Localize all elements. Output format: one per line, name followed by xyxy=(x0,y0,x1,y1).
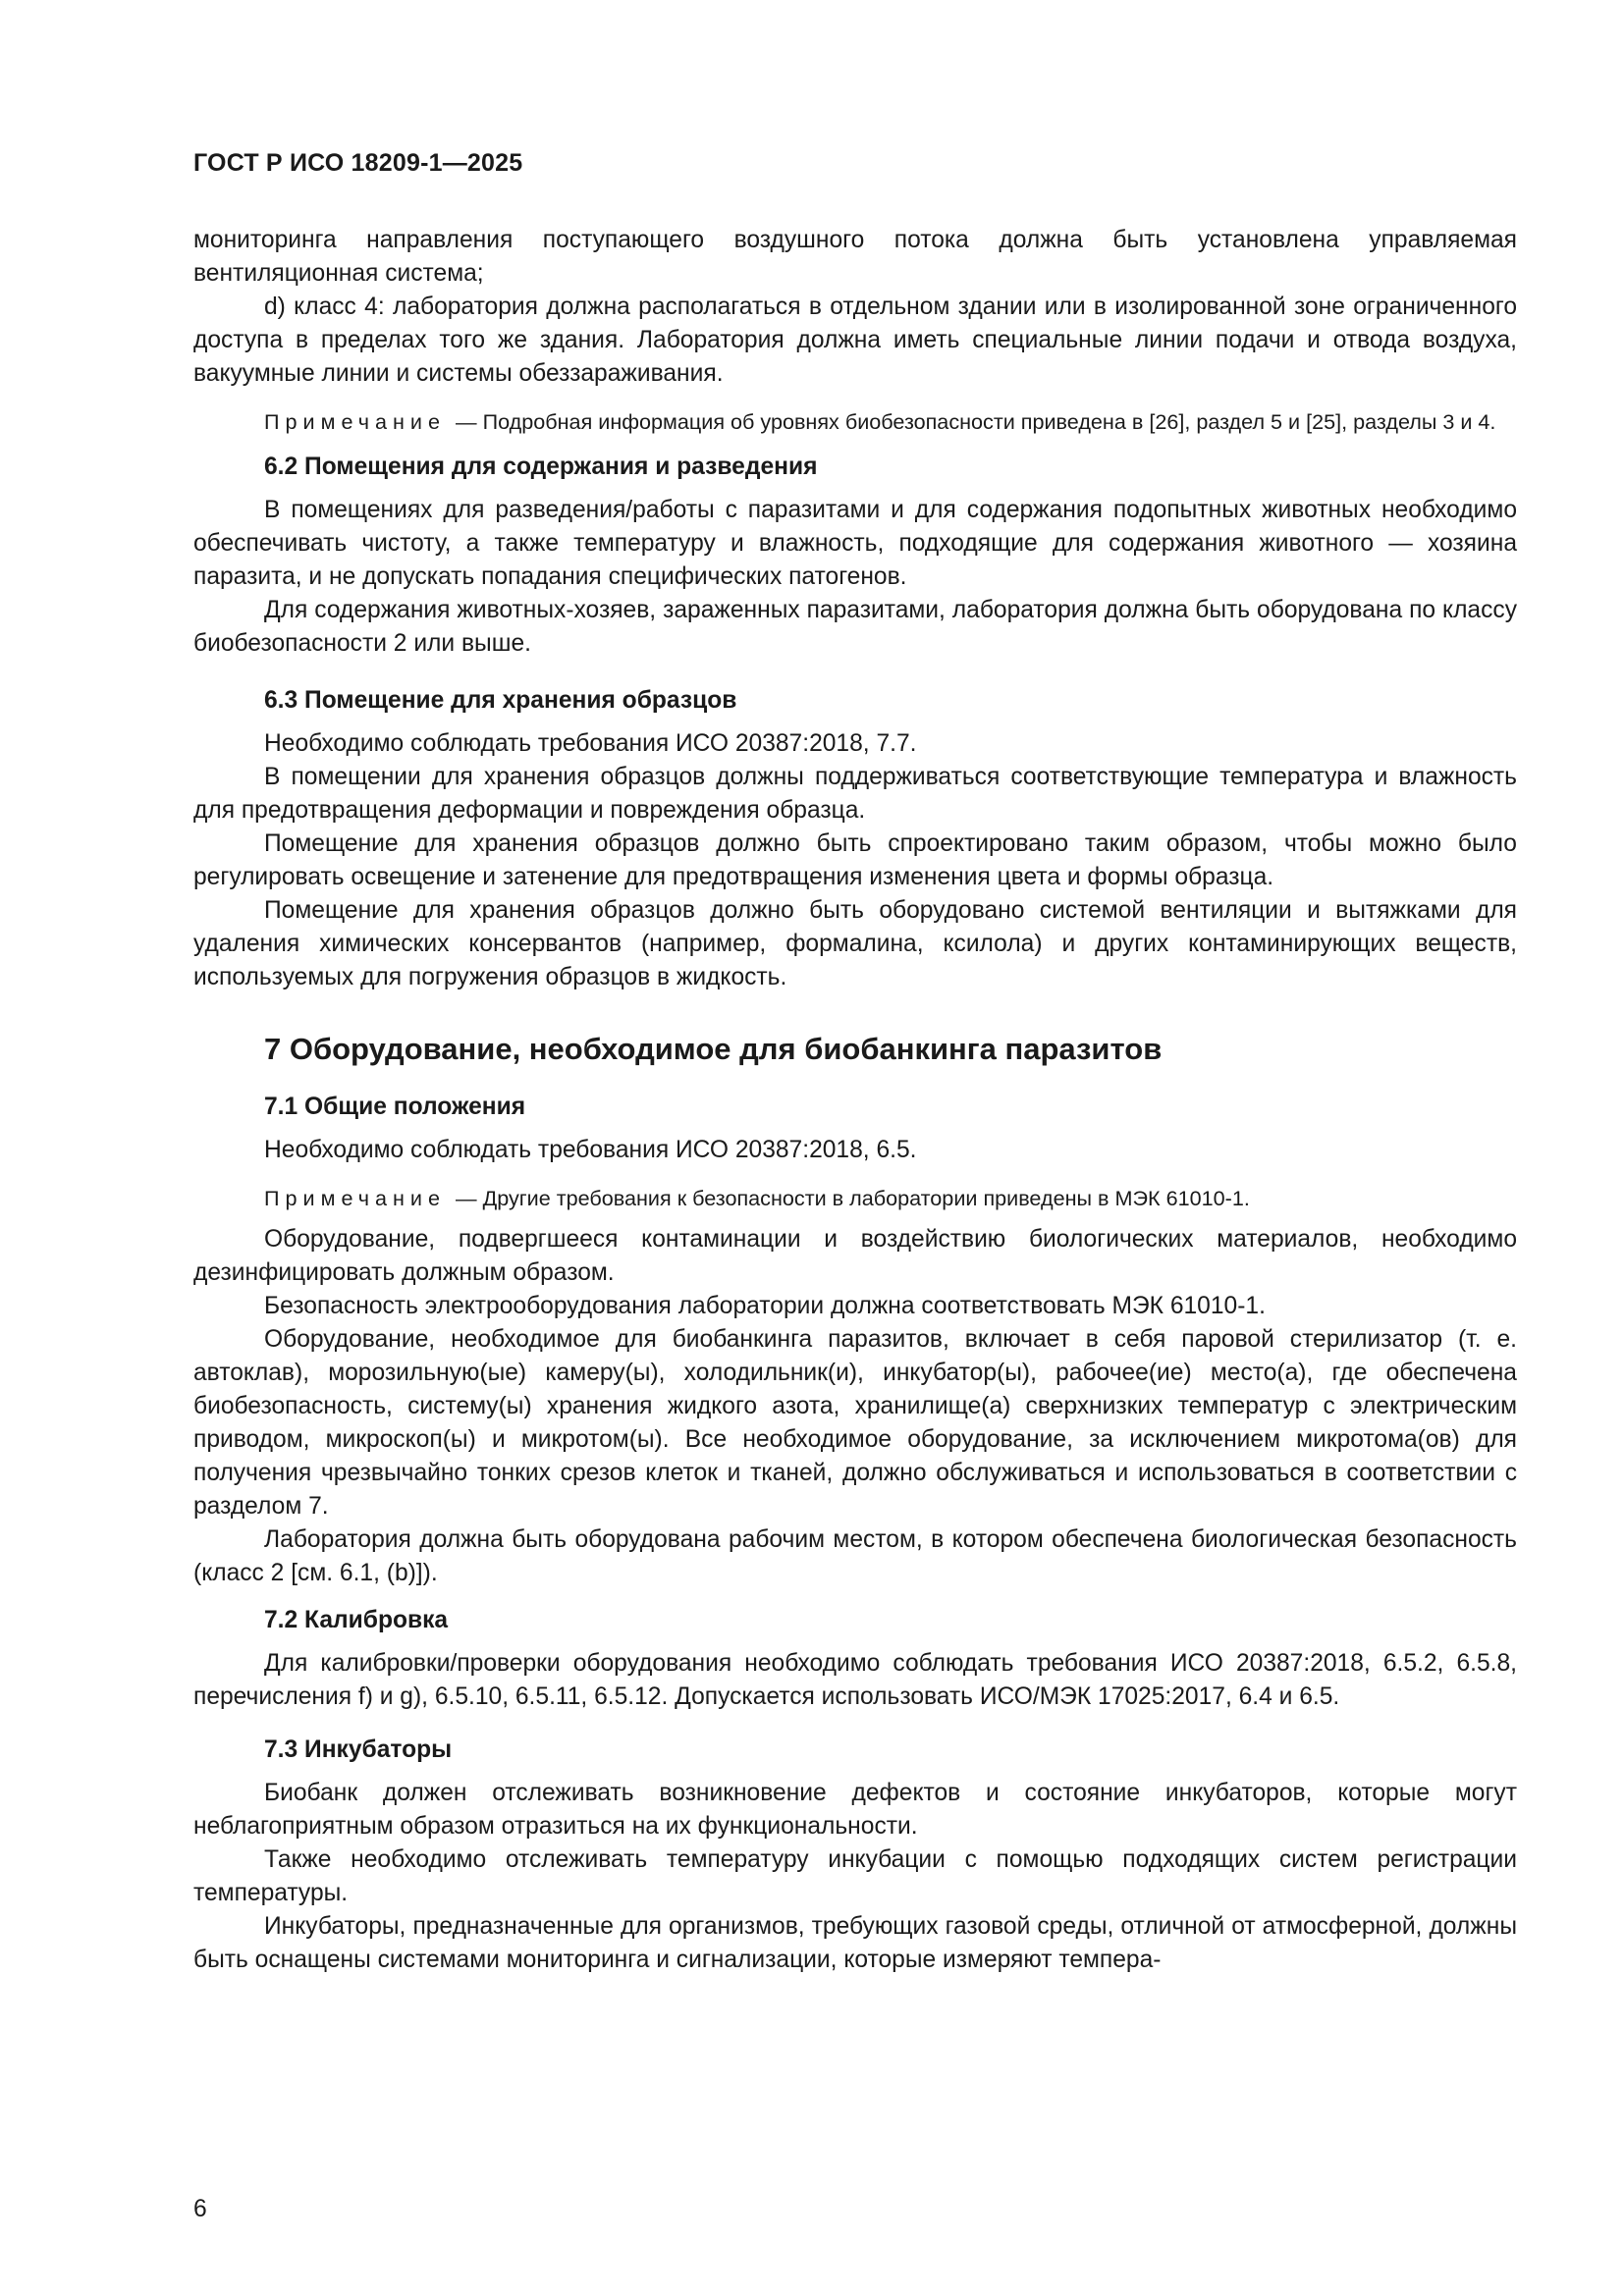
note xyxy=(193,1183,1517,1213)
paragraph: Лаборатория должна быть оборудована рабочим местом, в котором обеспечена биологическая безопасность (класс 2 [см. 6.1, (b)]). xyxy=(193,1526,1517,1586)
paragraph: Биобанк должен отслеживать возникновение дефектов и состояние инкубаторов, которые могут неблагоприятным образом отразиться на их функциональности. xyxy=(193,1780,1517,1840)
paragraph: В помещениях для разведения/работы с паразитами и для содержания подопытных животных необходимо обеспечивать чистоту, а также температуру и влажность, подходящие для содержания животного — хозяина паразита, и не допускать попадания специфических патогенов. xyxy=(193,497,1517,590)
paragraph: Оборудование, подвергшееся контаминации и воздействию биологических материалов, необходимо дезинфицировать должным образом. xyxy=(193,1226,1517,1286)
paragraph: В помещении для хранения образцов должны поддерживаться соответствующие температура и влажность для предотвращения деформации и повреждения образца. xyxy=(193,764,1517,824)
note-text: — Подробная информация об уровнях биобезопасности приведена в [26], раздел 5 и [25], разделы 3 и 4. xyxy=(456,409,1496,434)
paragraph: Инкубаторы, предназначенные для организмов, требующих газовой среды, отличной от атмосферной, должны быть оснащены системами мониторинга и сигнализации, которые измеряют темпера- xyxy=(193,1913,1517,1973)
paragraph: Необходимо соблюдать требования ИСО 20387:2018, 7.7. xyxy=(264,730,917,757)
paragraph: d) класс 4: лаборатория должна располагаться в отдельном здании или в изолированной зоне ограниченного доступа в пределах того же здания. Лаборатория должна иметь специальные линии подачи и отвода воздуха, вакуумные линии и системы обеззараживания. xyxy=(193,294,1517,387)
section-heading-7-1: 7.1 Общие положения xyxy=(264,1094,526,1120)
section-heading-6-2: 6.2 Помещения для содержания и разведения xyxy=(264,454,818,480)
section-heading-7: 7 Оборудование, необходимое для биобанкинга паразитов xyxy=(264,1032,1163,1066)
paragraph: Безопасность электрооборудования лаборатории должна соответствовать МЭК 61010-1. xyxy=(264,1293,1266,1319)
paragraph: Также необходимо отслеживать температуру инкубации с помощью подходящих систем регистрации температуры. xyxy=(193,1846,1517,1906)
paragraph: Помещение для хранения образцов должно быть оборудовано системой вентиляции и вытяжками для удаления химических консервантов (например, формалина, ксилола) и других контаминирующих веществ, используемых для погружения образцов в жидкость. xyxy=(193,897,1517,990)
paragraph: Для калибровки/проверки оборудования необходимо соблюдать требования ИСО 20387:2018, 6.5.2, 6.5.8, перечисления f) и g), 6.5.10, 6.5.11, 6.5.12. Допускается использовать ИСО/МЭК 17025:2017, 6.4 и 6.5. xyxy=(193,1650,1517,1710)
section-heading-7-3: 7.3 Инкубаторы xyxy=(264,1736,453,1763)
note-label: Примечание xyxy=(264,409,446,434)
paragraph: Для содержания животных-хозяев, зараженных паразитами, лаборатория должна быть оборудована по классу биобезопасности 2 или выше. xyxy=(193,597,1517,657)
paragraph: Необходимо соблюдать требования ИСО 20387:2018, 6.5. xyxy=(264,1137,917,1163)
paragraph: Помещение для хранения образцов должно быть спроектировано таким образом, чтобы можно было регулировать освещение и затенение для предотвращения изменения цвета и формы образца. xyxy=(193,830,1517,890)
note-text: — Другие требования к безопасности в лаборатории приведены в МЭК 61010-1. xyxy=(456,1186,1250,1210)
note-label: Примечание xyxy=(264,1186,446,1210)
document-header: ГОСТ Р ИСО 18209-1—2025 xyxy=(193,149,523,177)
section-heading-7-2: 7.2 Калибровка xyxy=(264,1607,449,1633)
document-body xyxy=(193,224,1517,1977)
paragraph: мониторинга направления поступающего воздушного потока должна быть установлена управляемая вентиляционная система; xyxy=(193,227,1517,287)
paragraph: Оборудование, необходимое для биобанкинга паразитов, включает в себя паровой стерилизатор (т. е. автоклав), морозильную(ые) камеру(ы), холодильник(и), инкубатор(ы), рабочее(ие) место(а), где обеспечена биобезопасность, систему(ы) хранения жидкого азота, хранилище(а) сверхнизких температур с электрическим приводом, микроскоп(ы) и микротом(ы). Все необходимое оборудование, за исключением микротома(ов) для получения чрезвычайно тонких срезов клеток и тканей, должно обслуживаться и использоваться в соответствии с разделом 7. xyxy=(193,1326,1517,1520)
note xyxy=(193,406,1517,437)
page-number: 6 xyxy=(193,2196,207,2222)
section-heading-6-3: 6.3 Помещение для хранения образцов xyxy=(264,687,737,714)
